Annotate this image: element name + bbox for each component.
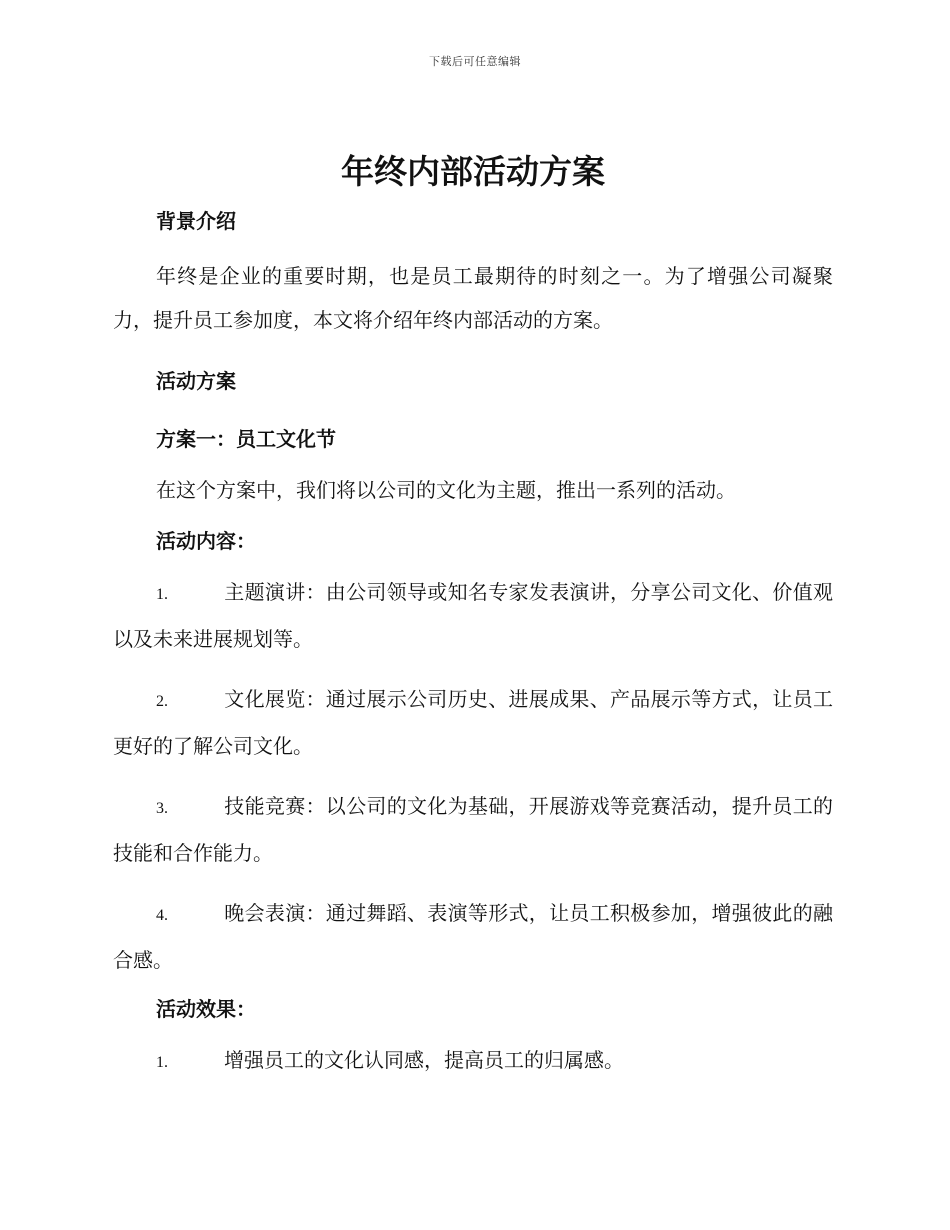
document-title: 年终内部活动方案 [341,152,605,191]
section-heading-background: 背景介绍 [156,209,236,233]
list-item [113,784,833,875]
plan1-intro-paragraph: 在这个方案中，我们将以公司的文化为主题，推出一系列的活动。 [156,478,736,502]
plan1-heading: 方案一：员工文化节 [156,427,336,451]
list-item-number: 1. [156,1054,168,1071]
list-item-number: 4. [156,907,168,924]
activity-effect-heading: 活动效果： [156,997,256,1021]
list-item-number: 1. [156,586,168,603]
background-paragraph: 年终是企业的重要时期，也是员工最期待的时刻之一。为了增强公司凝聚力，提升员工参加度，本文将介绍年终内部活动的方案。 [113,264,833,332]
list-item-text: 主题演讲：由公司领导或知名专家发表演讲，分享公司文化、价值观以及未来进展规划等。 [113,580,833,651]
list-item [113,677,833,768]
list-item-text: 晚会表演：通过舞蹈、表演等形式，让员工积极参加，增强彼此的融合感。 [113,901,833,972]
list-item-text: 增强员工的文化认同感，提高员工的归属感。 [224,1048,624,1072]
header-note: 下载后可任意编辑 [429,55,521,68]
document-body [113,148,833,1085]
list-item [113,1038,833,1085]
list-item-text: 技能竞赛：以公司的文化为基础，开展游戏等竞赛活动，提升员工的技能和合作能力。 [113,794,833,865]
activity-content-list [113,570,833,982]
list-item-text: 文化展览：通过展示公司历史、进展成果、产品展示等方式，让员工更好的了解公司文化。 [113,687,833,758]
list-item-number: 2. [156,693,168,710]
section-heading-plan: 活动方案 [156,369,236,393]
activity-content-heading: 活动内容： [156,529,256,553]
list-item [113,570,833,661]
activity-effect-list [113,1038,833,1085]
list-item [113,891,833,982]
list-item-number: 3. [156,800,168,817]
